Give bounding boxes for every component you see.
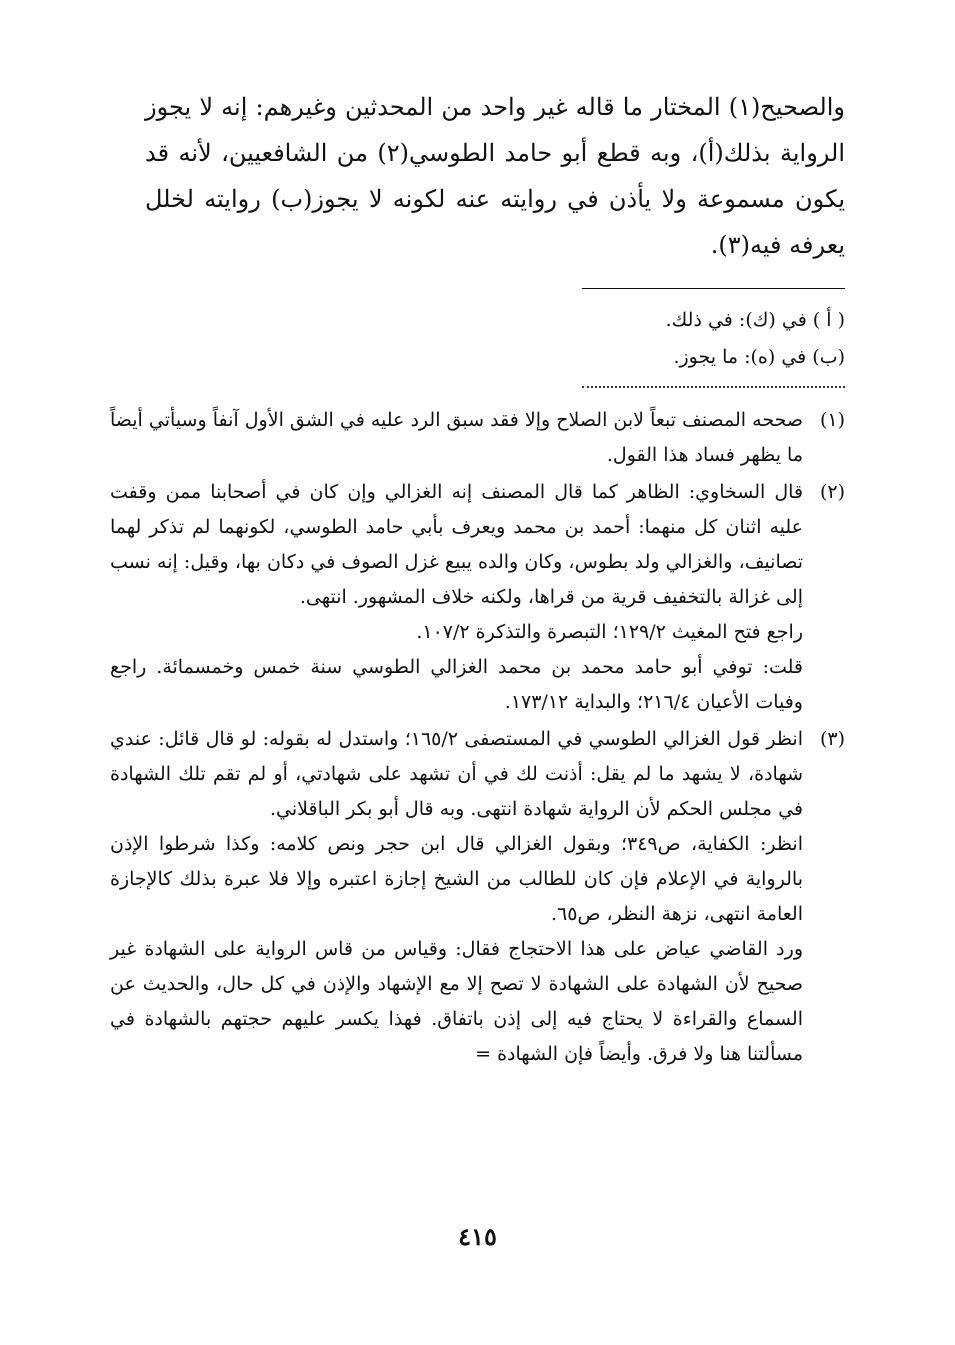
footnotes [110,403,845,1074]
main-paragraph: والصحيح(١) المختار ما قاله غير واحد من المحدثين وغيرهم: إنه لا يجوز الرواية بذلك(أ)، وبه قطع أبو حامد الطوسي(٢) من الشافعيين، لأنه قد يكون مسموعة ولا يأذن في روايته عنه لكونه لا يجوز(ب) روايته لخلل يعرفه فيه(٣). [145,93,846,259]
dotted-separator-line [582,386,845,388]
footnote-body [110,475,803,720]
footnote-paragraph: انظر قول الغزالي الطوسي في المستصفى ١٦٥/٢؛ واستدل له بقوله: لو قال قائل: عندي شهادة، لا يشهد ما لم يقل: أذنت لك في أن تشهد على شهادتي، أو لم تقم تلك الشهادة في مجلس الحكم لأن الرواية شهادة انتهى. وبه قال أبو بكر الباقلاني. [110,728,803,820]
page-number: ٤١٥ [458,1222,497,1251]
main-text-block [145,84,845,268]
footnote-number: (١) [819,409,845,431]
footnote-number: (٢) [819,481,845,503]
footnote-paragraph: ورد القاضي عياض على هذا الاحتجاج فقال: وقياس من قاس الرواية على الشهادة غير صحيح لأن الشهادة على الشهادة لا تصح إلا مع الإشهاد والإذن في كل حال، والحديث عن السماع والقراءة لا يحتاج فيه إلى إذن باتفاق. فهذا يكسر عليهم حجتهم بالشهادة في مسألتنا هنا ولا فرق. وأيضاً فإن الشهادة = [110,938,803,1065]
footnote-body [110,403,803,473]
variant-note-b: (ب) في (ه): ما يجوز. [673,346,845,368]
footnote-number: (٣) [819,728,845,750]
footnote-paragraph: انظر: الكفاية، ص٣٤٩؛ وبقول الغزالي قال ابن حجر ونص كلامه: وكذا شرطوا الإذن بالرواية في الإعلام فإن كان للطالب من الشيخ إجازة اعتبره وإلا فلا عبرة بذلك كالإجازة العامة انتهى، نزهة النظر، ص٦٥. [110,833,804,925]
footnote-separator-line [582,288,845,289]
footnote-paragraph: صححه المصنف تبعاً لابن الصلاح وإلا فقد سبق الرد عليه في الشق الأول آنفاً وسيأتي أيضاً ما يظهر فساد هذا القول. [110,409,803,466]
footnote-paragraph: قلت: توفي أبو حامد محمد بن محمد الغزالي الطوسي سنة خمس وخمسمائة. راجع وفيات الأعيان ٢١٦/٤؛ والبداية ١٧٣/١٢. [110,656,803,713]
footnote-paragraph: قال السخاوي: الظاهر كما قال المصنف إنه الغزالي وإن كان في أصحابنا ممن وقفت عليه اثنان كل منهما: أحمد بن محمد ويعرف بأبي حامد الطوسي، لكونهما لم تذكر لهما تصانيف، والغزالي ولد بطوس، وكان والده يبيع غزل الصوف في دكان بها، وقيل: إنه نسب إلى غزالة بالتخفيف قرية من قراها، ولكنه خلاف المشهور. انتهى. [110,481,803,608]
footnote-paragraph: راجع فتح المغيث ١٢٩/٢؛ التبصرة والتذكرة ١٠٧/٢. [416,621,803,643]
manuscript-variants [145,302,845,376]
variant-note-a: ( أ ) في (ك): في ذلك. [665,309,845,331]
footnote-body [110,722,803,1072]
footnote-1 [110,403,845,473]
footnote-3 [110,722,845,1072]
footnote-2 [110,475,845,720]
